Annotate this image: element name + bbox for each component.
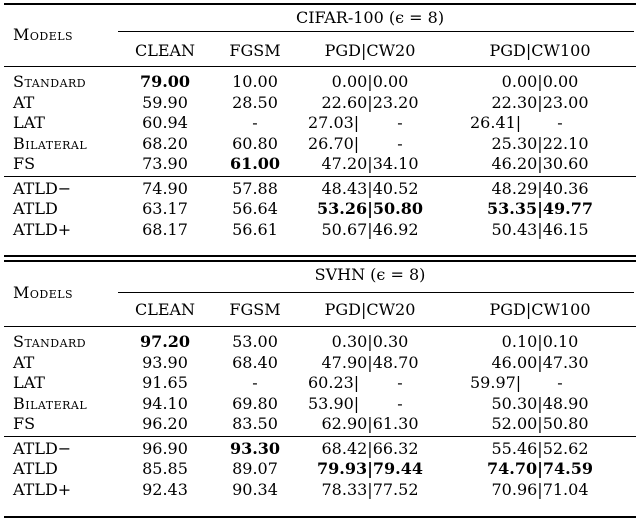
table-0-group-rule [118, 31, 634, 32]
clean-value: 94.10 [142, 393, 188, 413]
pgd-cw20-value: 0.30|0.30 [331, 332, 409, 351]
fgsm-value: 90.34 [232, 479, 278, 499]
clean-value: 97.20 [139, 332, 191, 351]
pgd-cw20-value: 79.93|79.44 [316, 459, 424, 478]
column-header: CLEAN [134, 41, 196, 60]
column-header: FGSM [229, 300, 281, 319]
fgsm-value: 61.00 [229, 154, 281, 173]
column-header: PGD|CW20 [324, 41, 416, 60]
table-0-header-rule [4, 66, 636, 67]
pgd-cw100-value: 52.00|50.80 [491, 414, 589, 433]
pgd-cw100-value: 25.30|22.10 [491, 133, 589, 153]
model-name: ATLD [13, 459, 58, 478]
pgd-cw20-dash: - [397, 373, 403, 392]
pgd-cw20-value: 48.43|40.52 [321, 178, 419, 198]
fgsm-value: 60.80 [232, 133, 278, 153]
pgd-cw20-value: 47.20|34.10 [321, 154, 419, 173]
pgd-cw20-dash: - [397, 133, 403, 153]
model-name: ATLD− [13, 178, 72, 198]
clean-value: 68.17 [142, 219, 188, 239]
pgd-cw100-value: 53.35|49.77 [486, 199, 594, 218]
model-name: ATLD+ [13, 479, 72, 499]
column-header: CLEAN [134, 300, 196, 319]
fgsm-value: - [252, 113, 258, 132]
pgd-cw20-dash: - [397, 393, 403, 413]
pgd-cw100-value: 46.20|30.60 [491, 154, 589, 173]
model-name: FS [13, 414, 36, 433]
fgsm-value: 57.88 [232, 178, 278, 198]
table-0-top-rule [4, 3, 636, 5]
column-header: PGD|CW100 [489, 41, 591, 60]
dataset-title: CIFAR-100 (ϵ = 8) [295, 8, 445, 27]
pgd-cw100-value: 74.70|74.59 [486, 459, 594, 478]
pgd-cw20-value: 53.26|50.80 [316, 199, 424, 218]
model-name: FS [13, 154, 36, 173]
pgd-cw100-dash: - [557, 113, 563, 132]
column-header: FGSM [229, 41, 281, 60]
models-header: Models [13, 24, 74, 44]
clean-value: 74.90 [142, 178, 188, 198]
fgsm-value: 56.61 [232, 219, 278, 239]
model-name: Bilateral [13, 133, 88, 153]
clean-value: 91.65 [142, 373, 188, 392]
models-header: Models [13, 283, 74, 302]
fgsm-value: 89.07 [232, 459, 278, 478]
pgd-cw20-value: 60.23| [308, 373, 360, 392]
model-name: Standard [13, 332, 87, 351]
pgd-cw20-dash: - [397, 113, 403, 132]
pgd-cw100-value: 22.30|23.00 [491, 92, 589, 112]
model-name: ATLD [13, 199, 58, 218]
pgd-cw20-value: 27.03| [308, 113, 360, 132]
pgd-cw100-value: 0.10|0.10 [501, 332, 579, 351]
pgd-cw20-value: 26.70| [308, 133, 360, 153]
fgsm-value: 68.40 [232, 352, 278, 372]
pgd-cw100-value: 55.46|52.62 [491, 438, 589, 458]
pgd-cw100-value: 0.00|0.00 [501, 72, 579, 91]
pgd-cw100-dash: - [557, 373, 563, 392]
pgd-cw20-value: 22.60|23.20 [321, 92, 419, 112]
clean-value: 96.90 [142, 438, 188, 458]
pgd-cw100-value: 46.00|47.30 [491, 352, 589, 372]
clean-value: 85.85 [142, 459, 188, 478]
pgd-cw100-value: 59.97| [470, 373, 522, 392]
pgd-cw100-value: 50.43|46.15 [491, 219, 589, 239]
clean-value: 96.20 [142, 414, 188, 433]
pgd-cw100-value: 26.41| [470, 113, 522, 132]
clean-value: 68.20 [142, 133, 188, 153]
clean-value: 92.43 [142, 479, 188, 499]
table-1-bottom-rule [4, 516, 636, 518]
dataset-title: SVHN (ϵ = 8) [314, 265, 426, 284]
pgd-cw20-value: 68.42|66.32 [321, 438, 419, 458]
clean-value: 93.90 [142, 352, 188, 372]
model-name: Bilateral [13, 393, 88, 413]
table-0-bottom-rule [4, 255, 636, 257]
clean-value: 63.17 [142, 199, 188, 218]
model-name: AT [13, 352, 35, 372]
model-name: ATLD+ [13, 219, 72, 239]
pgd-cw100-value: 70.96|71.04 [491, 479, 589, 499]
fgsm-value: 83.50 [232, 414, 278, 433]
model-name: LAT [13, 113, 45, 132]
clean-value: 60.94 [142, 113, 188, 132]
pgd-cw20-value: 47.90|48.70 [321, 352, 419, 372]
clean-value: 79.00 [139, 72, 191, 91]
fgsm-value: 56.64 [232, 199, 278, 218]
pgd-cw100-value: 50.30|48.90 [491, 393, 589, 413]
pgd-cw20-value: 0.00|0.00 [331, 72, 409, 91]
model-name: LAT [13, 373, 45, 392]
clean-value: 73.90 [142, 154, 188, 173]
pgd-cw20-value: 53.90| [308, 393, 360, 413]
fgsm-value: 10.00 [232, 72, 278, 91]
table-1-top-rule [4, 260, 636, 262]
fgsm-value: - [252, 373, 258, 392]
pgd-cw20-value: 50.67|46.92 [321, 219, 419, 239]
model-name: AT [13, 92, 35, 112]
clean-value: 59.90 [142, 92, 188, 112]
pgd-cw20-value: 78.33|77.52 [321, 479, 419, 499]
pgd-cw100-value: 48.29|40.36 [491, 178, 589, 198]
table-1-group-rule [118, 292, 634, 293]
pgd-cw20-value: 62.90|61.30 [321, 414, 419, 433]
table-0-group-separator [4, 176, 636, 177]
column-header: PGD|CW20 [324, 300, 416, 319]
model-name: Standard [13, 72, 87, 91]
fgsm-value: 53.00 [232, 332, 278, 351]
model-name: ATLD− [13, 438, 72, 458]
table-1-header-rule [4, 326, 636, 327]
table-1-group-separator [4, 436, 636, 437]
fgsm-value: 93.30 [229, 438, 281, 458]
column-header: PGD|CW100 [489, 300, 591, 319]
fgsm-value: 69.80 [232, 393, 278, 413]
fgsm-value: 28.50 [232, 92, 278, 112]
